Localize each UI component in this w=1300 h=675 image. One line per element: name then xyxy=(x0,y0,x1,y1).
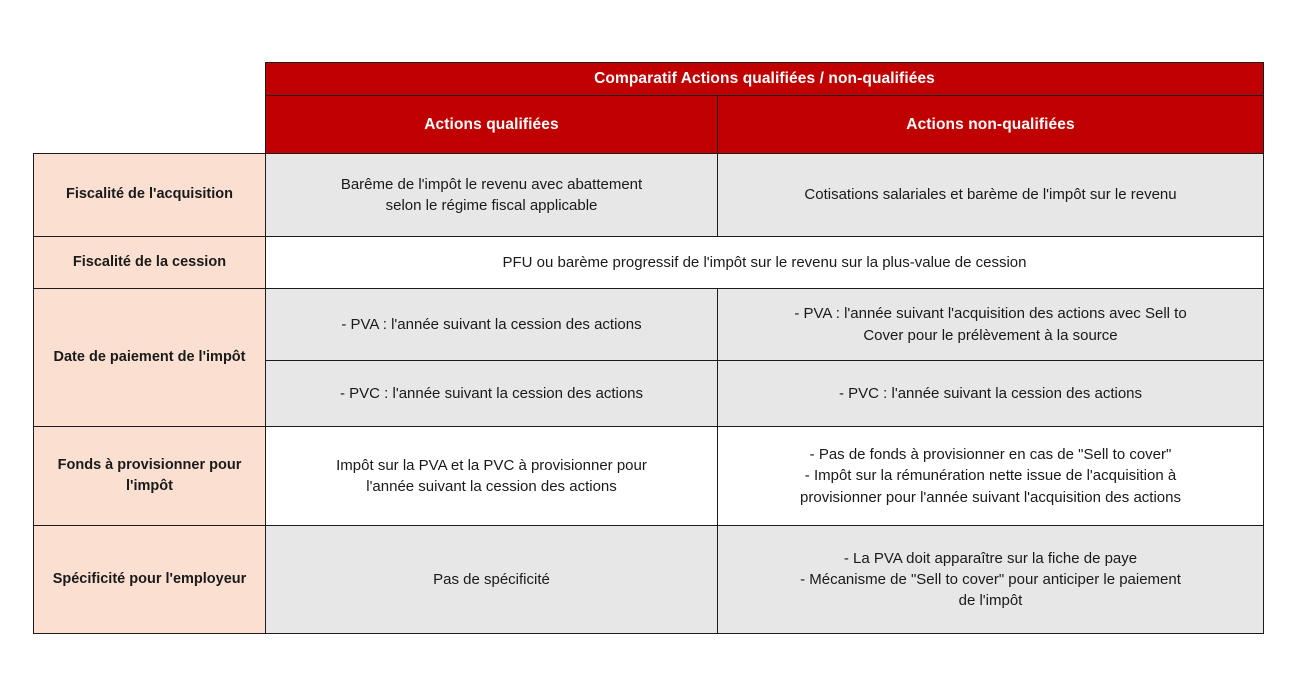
row-label-fonds-provisionner: Fonds à provisionner pour l'impôt xyxy=(34,427,266,526)
cell-line: - PVC : l'année suivant la cession des actions xyxy=(838,384,1143,402)
cell-acquisition-non-qualified xyxy=(718,154,1264,237)
cell-line: Cotisations salariales et barème de l'impôt sur le revenu xyxy=(804,186,1177,204)
cell-specificite-non-qualified xyxy=(718,526,1264,634)
cell-line: selon le régime fiscal applicable xyxy=(385,197,598,214)
table-title-row xyxy=(34,63,1264,96)
cell-line: - PVA : l'année suivant la cession des actions xyxy=(341,315,642,333)
cell-line: - PVA : l'année suivant l'acquisition des actions avec Sell to xyxy=(794,305,1187,323)
table-row xyxy=(34,289,1264,361)
column-header-row xyxy=(34,96,1264,154)
cell-acquisition-qualified xyxy=(266,154,718,237)
cell-line: - Pas de fonds à provisionner en cas de "Sell to cover" xyxy=(809,446,1172,464)
cell-fonds-qualified xyxy=(266,427,718,526)
cell-line: Impôt sur la PVA et la PVC à provisionner pour xyxy=(336,456,647,474)
cell-fonds-non-qualified xyxy=(718,427,1264,526)
table-title: Comparatif Actions qualifiées / non-qualifiées xyxy=(266,63,1264,96)
cell-line: l'année suivant la cession des actions xyxy=(366,478,617,495)
cell-pva-non-qualified xyxy=(718,289,1264,361)
corner-blank-cell-2 xyxy=(34,96,266,154)
cell-pvc-non-qualified xyxy=(718,361,1264,427)
cell-pva-qualified xyxy=(266,289,718,361)
table-row xyxy=(34,427,1264,526)
cell-specificite-qualified xyxy=(266,526,718,634)
table-row xyxy=(34,154,1264,237)
column-header-qualified: Actions qualifiées xyxy=(266,96,718,154)
cell-line: - Mécanisme de "Sell to cover" pour anticiper le paiement xyxy=(800,570,1181,588)
cell-cession-spanning xyxy=(266,237,1264,289)
table-row xyxy=(34,237,1264,289)
table-row xyxy=(34,526,1264,634)
cell-line: de l'impôt xyxy=(958,592,1023,610)
cell-line: - PVC : l'année suivant la cession des actions xyxy=(339,384,644,402)
cell-line: - La PVA doit apparaître sur la fiche de paye xyxy=(843,549,1138,567)
cell-line: Barême de l'impôt le revenu avec abattement xyxy=(340,175,643,193)
column-header-non-qualified: Actions non-qualifiées xyxy=(718,96,1264,154)
row-label-fiscalite-acquisition: Fiscalité de l'acquisition xyxy=(34,154,266,237)
row-label-fiscalite-cession: Fiscalité de la cession xyxy=(34,237,266,289)
cell-pvc-qualified xyxy=(266,361,718,427)
comparison-table xyxy=(33,62,1264,634)
row-label-date-paiement: Date de paiement de l'impôt xyxy=(34,289,266,427)
cell-line: - Impôt sur la rémunération nette issue de l'acquisition à xyxy=(804,467,1177,485)
cell-line: PFU ou barème progressif de l'impôt sur le revenu sur la plus-value de cession xyxy=(502,253,1027,271)
cell-line: Pas de spécificité xyxy=(433,570,550,588)
cell-line: Cover pour le prélèvement à la source xyxy=(863,326,1118,344)
cell-line: provisionner pour l'année suivant l'acquisition des actions xyxy=(800,488,1181,506)
row-label-specificite-employeur: Spécificité pour l'employeur xyxy=(34,526,266,634)
corner-blank-cell xyxy=(34,63,266,96)
